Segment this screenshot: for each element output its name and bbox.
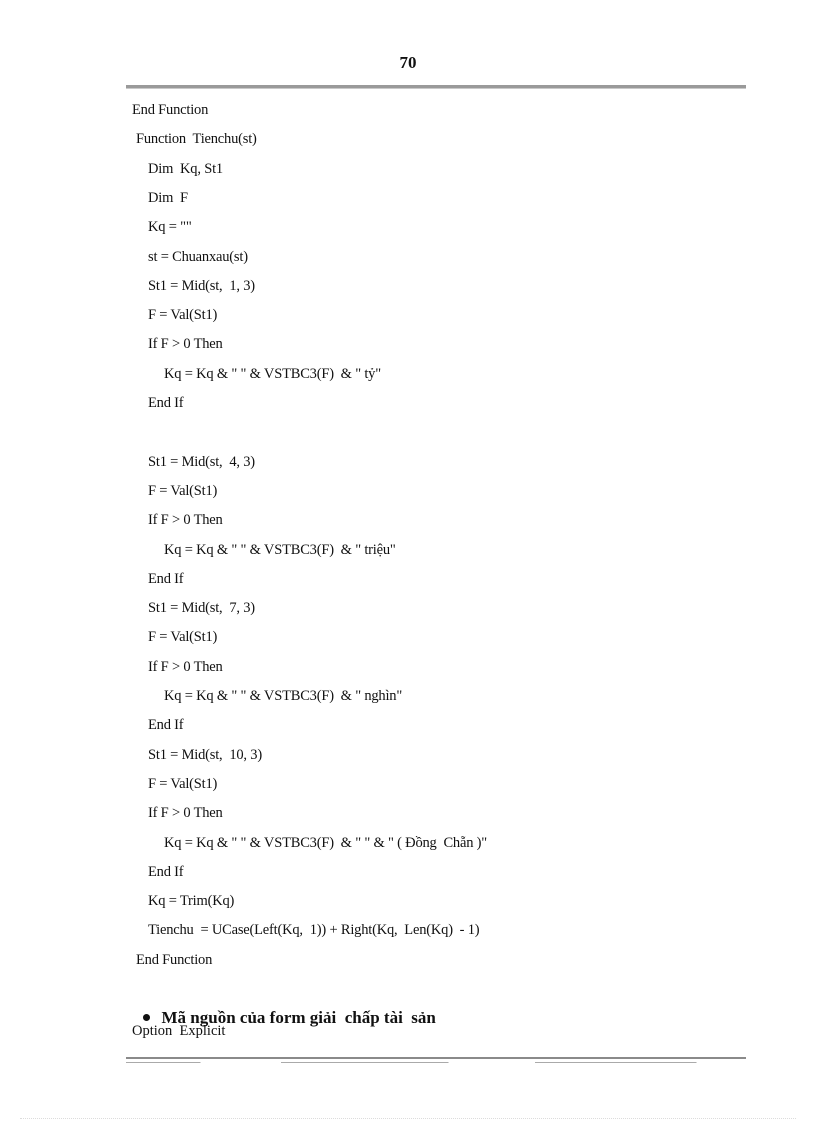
code-line: End If [148,717,184,733]
footer-rule [126,1057,746,1059]
code-line-option-explicit: Option Explicit [132,1023,226,1039]
code-line: Kq = Trim(Kq) [148,893,235,909]
code-line: St1 = Mid(st, 4, 3) [148,454,255,470]
section-heading [134,982,436,1027]
code-line: st = Chuanxau(st) [148,249,248,265]
code-line: Kq = Kq & " " & VSTBC3(F) & " triệu" [164,542,396,558]
code-line: St1 = Mid(st, 7, 3) [148,600,255,616]
page-edge-dotted [20,1118,796,1119]
header-rule [126,85,746,89]
code-line: F = Val(St1) [148,307,218,323]
code-line: End If [148,571,184,587]
code-line: Kq = Kq & " " & VSTBC3(F) & " tỷ" [164,366,381,382]
code-line: End Function [136,952,213,968]
code-line: End If [148,395,184,411]
code-line: End If [148,864,184,880]
code-line: F = Val(St1) [148,629,218,645]
code-line: St1 = Mid(st, 1, 3) [148,278,255,294]
code-line: St1 = Mid(st, 10, 3) [148,747,262,763]
section-heading-text: Mã nguồn của form giải chấp tài sản [161,1008,436,1027]
code-line: Kq = "" [148,219,192,235]
code-line: If F > 0 Then [148,659,223,675]
code-line: Tienchu = UCase(Left(Kq, 1)) + Right(Kq, Len(Kq) - 1) [148,922,480,938]
code-line: If F > 0 Then [148,336,223,352]
page-number: 70 [399,53,417,72]
footer-rule-secondary [126,1062,746,1063]
code-line: Kq = Kq & " " & VSTBC3(F) & " " & " ( Đồng Chẵn )" [164,835,488,851]
code-line: Dim F [148,190,188,206]
code-line: If F > 0 Then [148,805,223,821]
code-line: F = Val(St1) [148,776,218,792]
code-line: F = Val(St1) [148,483,218,499]
code-line: Dim Kq, St1 [148,161,223,177]
code-line: Function Tienchu(st) [136,131,257,147]
code-line: Kq = Kq & " " & VSTBC3(F) & " nghìn" [164,688,403,704]
code-line: If F > 0 Then [148,512,223,528]
code-line: End Function [132,102,209,118]
